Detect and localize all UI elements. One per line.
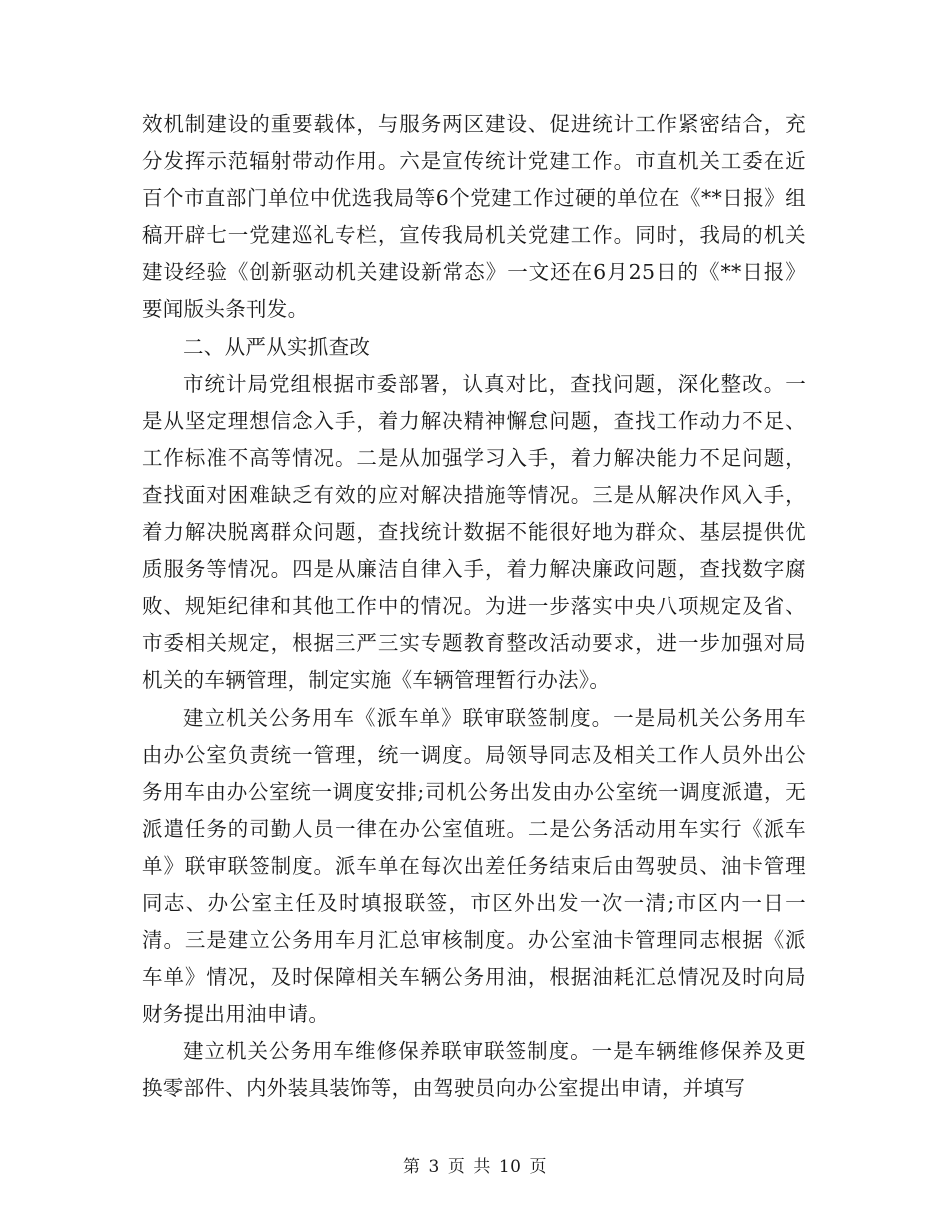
footer-page-label: 页 xyxy=(447,1157,466,1177)
footer-prefix: 第 xyxy=(403,1157,421,1177)
paragraph-dispatch-system: 建立机关公务用车《派车单》联审联签制度。一是局机关公务用车由办公室负责统一管理，统一调度。局领导同志及相关工作人员外出公务用车由办公室统一调度安排;司机公务出发由办公室统一调度派遣，无派遣任务的司勤人员一律在办公室值班。二是公务活动用车实行《派车单》联审联签制度。派车单在每次出差任务结束后由驾驶员、油卡管理同志、办公室主任及时填报联签，市区外出发一次一清;市区内一日一清。三是建立公务用车月汇总审核制度。办公室油卡管理同志根据《派车单》情况，及时保障相关车辆公务用油，根据油耗汇总情况及时向局财务提出用油申请。 xyxy=(142,705,806,1027)
footer-total-label: 共 xyxy=(473,1157,491,1177)
paragraph-inspection: 市统计局党组根据市委部署，认真对比，查找问题，深化整改。一是从坚定理想信念入手，着力解决精神懈怠问题，查找工作动力不足、工作标准不高等情况。二是从加强学习入手，着力解决能力不足问题，查找面对困难缺乏有效的应对解决措施等情况。三是从解决作风入手，着力解决脱离群众问题，查找统计数据不能很好地为群众、基层提供优质服务等情况。四是从廉洁自律入手，着力解决廉政问题，查找数字腐败、规矩纪律和其他工作中的情况。为进一步落实中央八项规定及省、市委相关规定，根据三严三实专题教育整改活动要求，进一步加强对局机关的车辆管理，制定实施《车辆管理暂行办法》。 xyxy=(142,371,806,693)
footer-total-pages: 10 xyxy=(498,1157,522,1177)
paragraph-continuation: 效机制建设的重要载体，与服务两区建设、促进统计工作紧密结合，充分发挥示范辐射带动作用。六是宣传统计党建工作。市直机关工委在近百个市直部门单位中优选我局等6个党建工作过硬的单位在《**日报》组稿开辟七一党建巡礼专栏，宣传我局机关党建工作。同时，我局的机关建设经验《创新驱动机关建设新常态》一文还在6月25日的《**日报》要闻版头条刊发。 xyxy=(142,112,806,322)
footer-suffix: 页 xyxy=(529,1157,547,1177)
document-body xyxy=(142,106,806,1108)
page-footer xyxy=(0,1155,950,1179)
section-heading: 二、从严从实抓查改 xyxy=(183,334,371,359)
footer-current-page: 3 xyxy=(428,1157,440,1177)
paragraph-maintenance-system: 建立机关公务用车维修保养联审联签制度。一是车辆维修保养及更换零部件、内外装具装饰等，由驾驶员向办公室提出申请，并填写 xyxy=(142,1039,806,1101)
